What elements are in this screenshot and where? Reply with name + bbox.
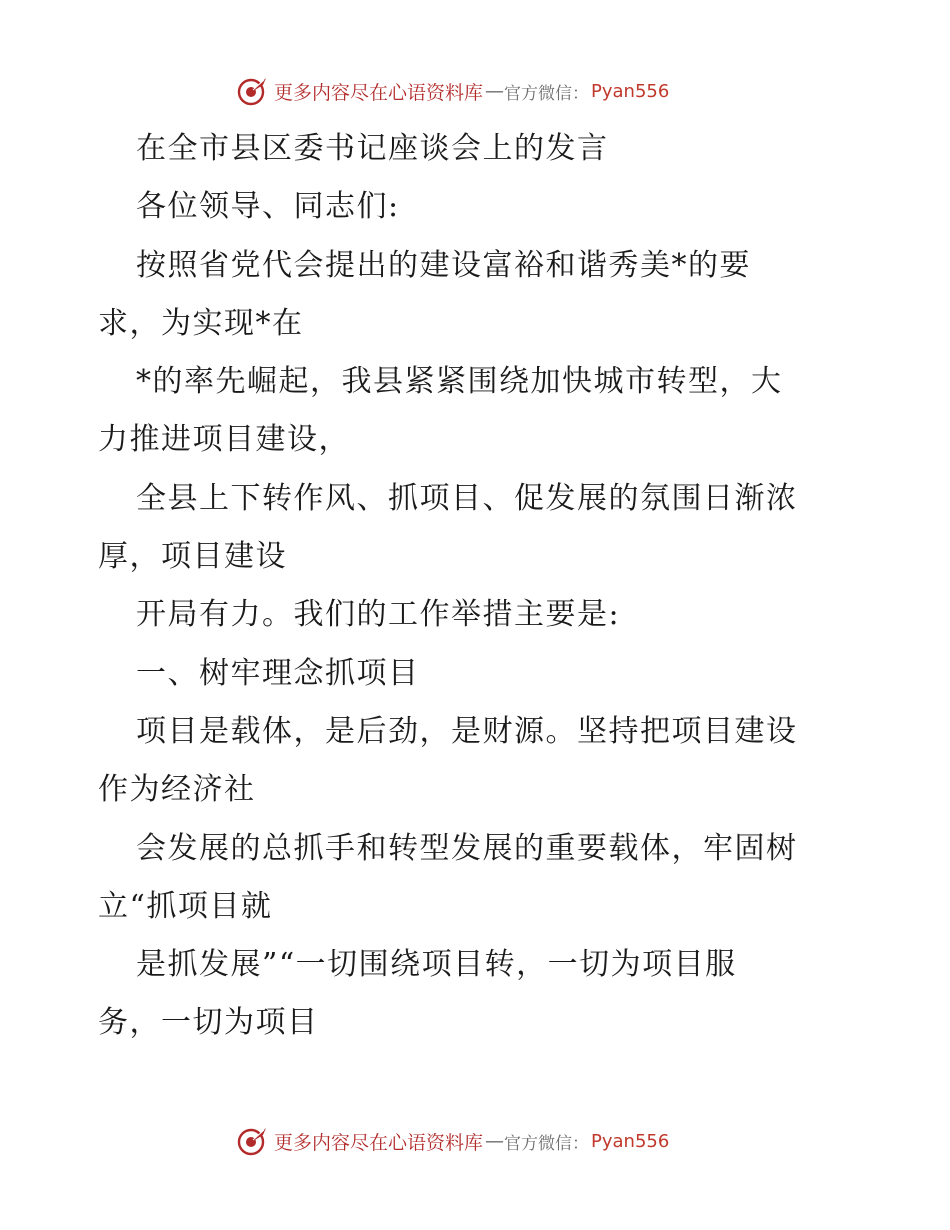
paragraph-line: *的率先崛起，我县紧紧围绕加快城市转型，大 [136, 364, 783, 400]
watermark-dash: — [485, 80, 505, 102]
header-watermark [236, 74, 669, 108]
paragraph-line: 立“抓项目就 [98, 888, 273, 924]
paragraph-line: 是抓发展”“一切围绕项目转，一切为项目服 [136, 947, 737, 983]
paragraph-line: 求，为实现*在 [98, 305, 304, 341]
quill-logo-icon [236, 75, 268, 107]
footer-watermark [236, 1124, 669, 1158]
watermark-wechat-label: 官方微信： [504, 83, 590, 104]
paragraph-line: 务，一切为项目 [98, 1005, 319, 1041]
paragraph-line: 按照省党代会提出的建设富裕和谐秀美*的要 [136, 247, 751, 283]
section-heading: 一、树牢理念抓项目 [136, 655, 420, 691]
paragraph-line: 厚，项目建设 [98, 539, 287, 575]
paragraph-line: 作为经济社 [98, 772, 256, 808]
watermark-dash: — [485, 1130, 505, 1152]
watermark-site-text: 更多内容尽在心语资料库 [274, 1131, 484, 1154]
paragraph-line: 力推进项目建设， [98, 422, 350, 458]
quill-logo-icon [236, 1125, 268, 1157]
paragraph-line: 会发展的总抓手和转型发展的重要载体，牢固树 [136, 830, 798, 866]
watermark-wechat-id: Pyan556 [591, 80, 670, 102]
document-title: 在全市县区委书记座谈会上的发言 [136, 131, 609, 166]
paragraph-line: 全县上下转作风、抓项目、促发展的氛围日渐浓 [136, 480, 798, 516]
paragraph-line: 项目是载体，是后劲，是财源。坚持把项目建设 [136, 713, 798, 749]
paragraph-line: 开局有力。我们的工作举措主要是: [136, 597, 621, 633]
salutation: 各位领导、同志们: [136, 189, 400, 225]
watermark-wechat-id: Pyan556 [591, 1130, 670, 1152]
watermark-wechat-label: 官方微信： [504, 1133, 590, 1154]
document-body [98, 120, 858, 1053]
watermark-site-text: 更多内容尽在心语资料库 [274, 81, 484, 104]
